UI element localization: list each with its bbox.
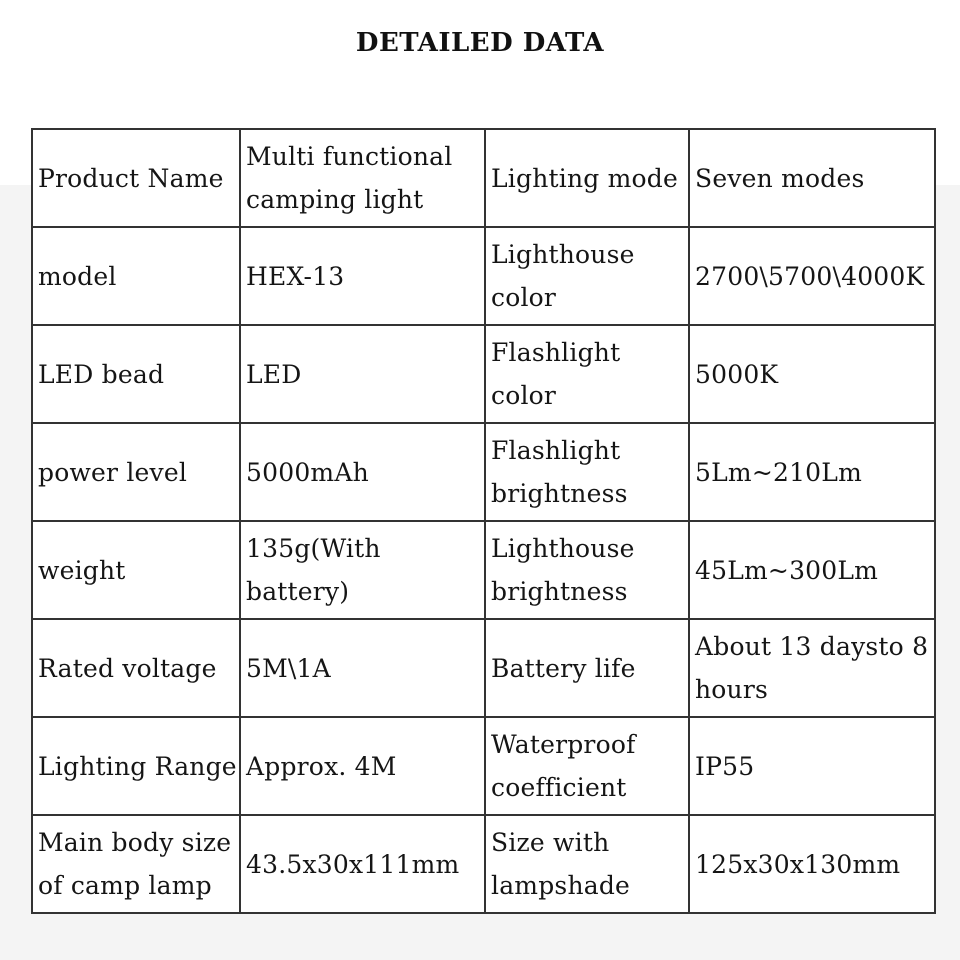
spec-label: Lighting mode <box>485 129 689 227</box>
spec-value: 2700\5700\4000K <box>689 227 935 325</box>
table-row <box>32 227 935 325</box>
spec-label: Flashlight color <box>485 325 689 423</box>
spec-label: Rated voltage <box>32 619 240 717</box>
spec-label: Main body size of camp lamp <box>32 815 240 913</box>
spec-value: 5000K <box>689 325 935 423</box>
spec-label: Lighting Range <box>32 717 240 815</box>
spec-value: Approx. 4M <box>240 717 485 815</box>
table-row <box>32 423 935 521</box>
spec-label: Flashlight brightness <box>485 423 689 521</box>
page-title: DETAILED DATA <box>355 28 605 58</box>
spec-value: LED <box>240 325 485 423</box>
spec-label: Lighthouse color <box>485 227 689 325</box>
spec-label: power level <box>32 423 240 521</box>
spec-label: Lighthouse brightness <box>485 521 689 619</box>
spec-label: Waterproof coefficient <box>485 717 689 815</box>
spec-table <box>31 128 936 914</box>
table-row <box>32 619 935 717</box>
spec-value: 43.5x30x111mm <box>240 815 485 913</box>
table-row <box>32 521 935 619</box>
spec-value: 135g(With battery) <box>240 521 485 619</box>
spec-value: 5000mAh <box>240 423 485 521</box>
spec-value: IP55 <box>689 717 935 815</box>
spec-label: model <box>32 227 240 325</box>
table-row <box>32 717 935 815</box>
spec-value: Multi functional camping light <box>240 129 485 227</box>
spec-value: 5M\1A <box>240 619 485 717</box>
spec-label: LED bead <box>32 325 240 423</box>
spec-value: HEX-13 <box>240 227 485 325</box>
spec-value: About 13 daysto 8 hours <box>689 619 935 717</box>
table-row <box>32 129 935 227</box>
table-row <box>32 815 935 913</box>
spec-label: Size with lampshade <box>485 815 689 913</box>
table-row <box>32 325 935 423</box>
spec-value: 45Lm~300Lm <box>689 521 935 619</box>
spec-value: Seven modes <box>689 129 935 227</box>
spec-value: 125x30x130mm <box>689 815 935 913</box>
spec-label: weight <box>32 521 240 619</box>
spec-label: Product Name <box>32 129 240 227</box>
spec-label: Battery life <box>485 619 689 717</box>
spec-value: 5Lm~210Lm <box>689 423 935 521</box>
